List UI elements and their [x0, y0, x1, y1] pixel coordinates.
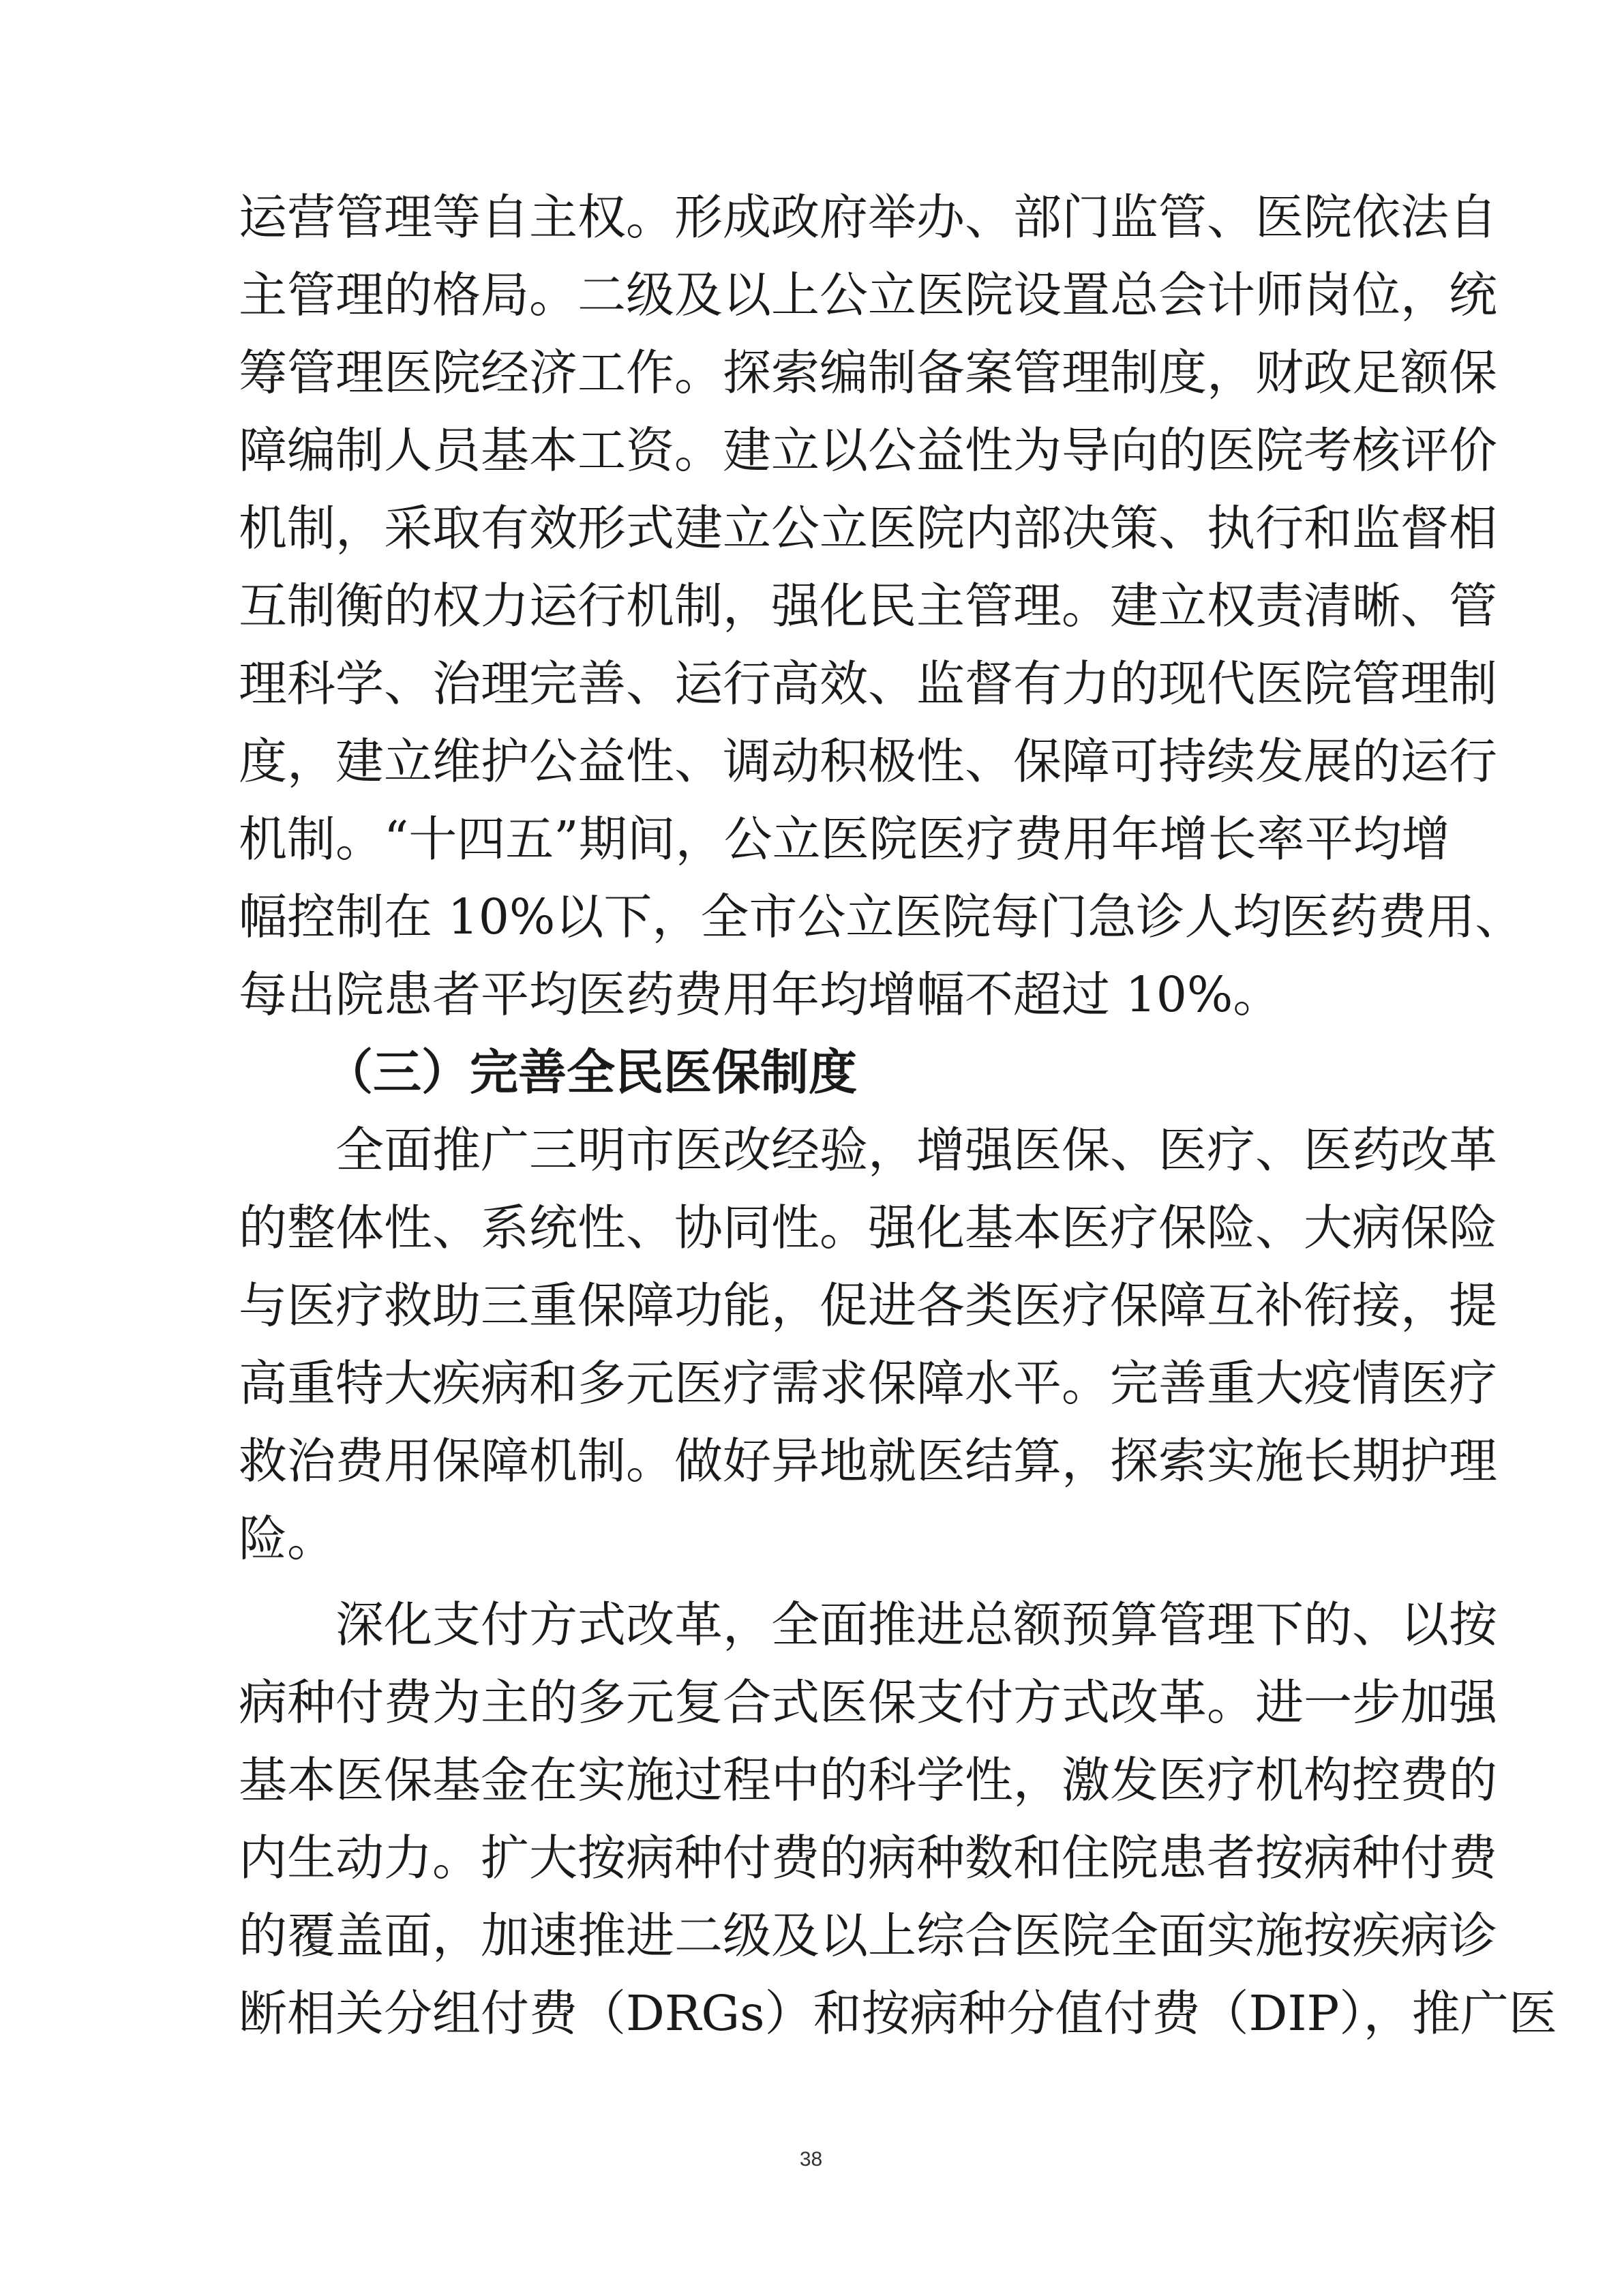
text-line: 筹管理医院经济工作。探索编制备案管理制度，财政足额保	[239, 344, 1498, 401]
text-line: 的整体性、系统性、协同性。强化基本医疗保险、大病保险	[239, 1199, 1498, 1256]
text-line: 病种付费为主的多元复合式医保支付方式改革。进一步加强	[239, 1674, 1498, 1731]
text-line: 运营管理等自主权。形成政府举办、部门监管、医院依法自	[239, 189, 1498, 245]
text-line: 救治费用保障机制。做好异地就医结算，探索实施长期护理	[239, 1433, 1498, 1489]
paragraph-continuation	[239, 179, 1524, 1034]
text-line: 度，建立维护公益性、调动积极性、保障可持续发展的运行	[239, 733, 1498, 790]
text-line: 理科学、治理完善、运行高效、监督有力的现代医院管理制	[239, 655, 1498, 712]
text-line: 障编制人员基本工资。建立以公益性为导向的医院考核评价	[239, 422, 1498, 479]
text-line: 机制，采取有效形式建立公立医院内部决策、执行和监督相	[239, 500, 1498, 556]
text-line: 深化支付方式改革，全面推进总额预算管理下的、以按	[335, 1596, 1498, 1653]
text-line: 与医疗救助三重保障功能，促进各类医疗保障互补衔接，提	[239, 1277, 1498, 1334]
page-number: 38	[799, 2148, 823, 2171]
text-line: 高重特大疾病和多元医疗需求保障水平。完善重大疫情医疗	[239, 1355, 1498, 1412]
text-line: 的覆盖面，加速推进二级及以上综合医院全面实施按疾病诊	[239, 1907, 1498, 1964]
text-line: 主管理的格局。二级及以上公立医院设置总会计师岗位，统	[239, 267, 1498, 323]
text-line: 基本医保基金在实施过程中的科学性，激发医疗机构控费的	[239, 1752, 1498, 1808]
text-line: 内生动力。扩大按病种付费的病种数和住院患者按病种付费	[239, 1830, 1498, 1886]
paragraph-medical-insurance	[239, 1112, 1498, 1578]
heading-text: （三）完善全民医保制度	[325, 1044, 858, 1101]
text-line: 幅控制在 10%以下，全市公立医院每门急诊人均医药费用、	[239, 889, 1524, 945]
paragraph-payment-reform	[239, 1586, 1557, 2053]
text-line: 机制。“十四五”期间，公立医院医疗费用年增长率平均增	[239, 811, 1450, 867]
paragraph-gap	[239, 1578, 1350, 1586]
text-line: 全面推广三明市医改经验，增强医保、医疗、医药改革	[335, 1122, 1498, 1178]
section-heading	[239, 1034, 1350, 1112]
text-line: 互制衡的权力运行机制，强化民主管理。建立权责清晰、管	[239, 578, 1498, 634]
text-line: 险。	[239, 1510, 336, 1567]
body-text	[239, 179, 1557, 2053]
text-line: 每出院患者平均医药费用年均增幅不超过 10%。	[239, 966, 1282, 1023]
text-line: 断相关分组付费（DRGs）和按病种分值付费（DIP），推广医	[239, 1985, 1557, 2042]
